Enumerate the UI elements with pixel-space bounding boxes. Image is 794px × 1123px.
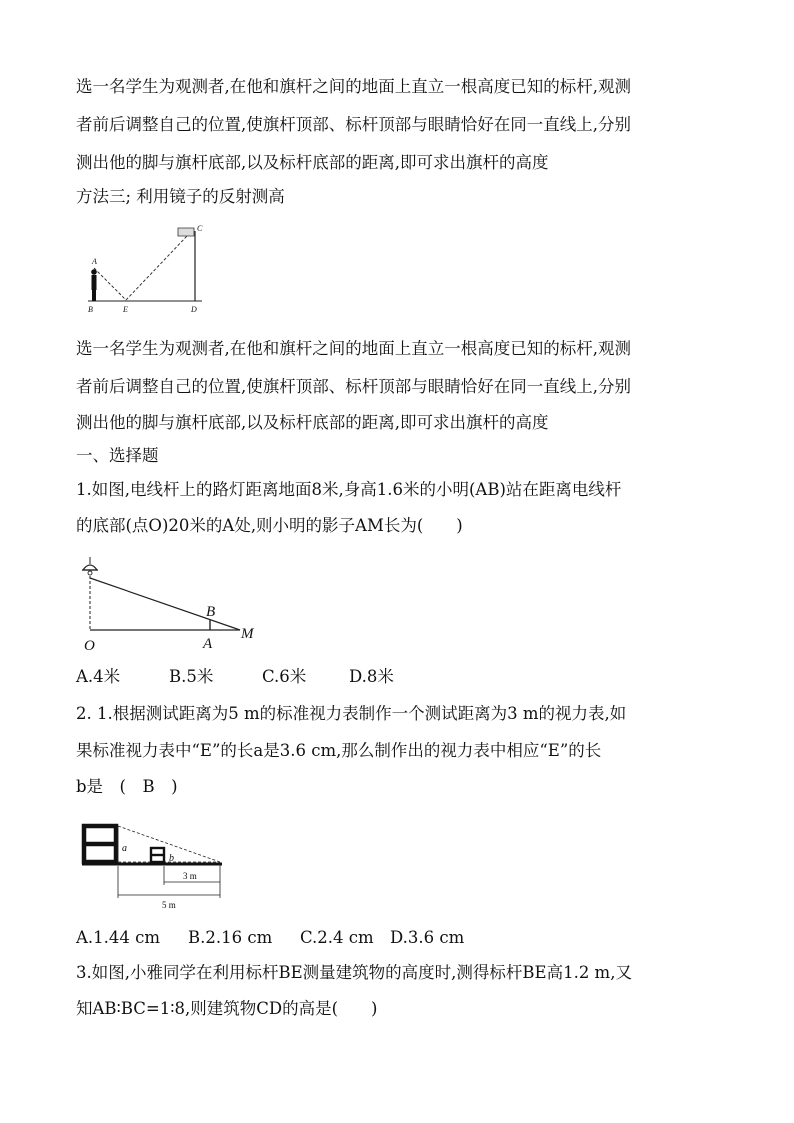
fig3-label-b: b (169, 853, 174, 864)
q1-option-a[interactable]: A.4米 (76, 667, 121, 686)
question-3-line-2: 知AB∶BC=1∶8,则建筑物CD的高是( ) (76, 999, 378, 1018)
fig3-label-a: a (122, 843, 127, 854)
q2-option-b[interactable]: B.2.16 cm (188, 928, 273, 947)
paragraph-2-line-2: 者前后调整自己的位置,使旗杆顶部、标杆顶部与眼睛恰好在同一直线上,分别 (76, 377, 631, 396)
fig1-label-b: B (88, 305, 93, 314)
fig1-label-d: D (191, 305, 197, 314)
question-3-line-1: 3.如图,小雅同学在利用标杆BE测量建筑物的高度时,测得标杆BE高1.2 m,又 (76, 963, 632, 982)
mirror-reflection-figure (82, 220, 212, 320)
fig3-label-3m: 3 m (183, 871, 197, 881)
fig2-label-b: B (206, 604, 216, 620)
paragraph-2-line-3: 测出他的脚与旗杆底部,以及标杆底部的距离,即可求出旗杆的高度 (76, 413, 549, 432)
fig2-label-m: M (241, 626, 254, 642)
fig2-label-a: A (203, 636, 213, 652)
method-three-heading: 方法三; 利用镜子的反射测高 (76, 187, 285, 206)
paragraph-1-line-2: 者前后调整自己的位置,使旗杆顶部、标杆顶部与眼睛恰好在同一直线上,分别 (76, 115, 631, 134)
question-1-line-2: 的底部(点O)20米的A处,则小明的影子AM长为( ) (76, 516, 463, 535)
question-2-line-1: 2. 1.根据测试距离为5 m的标准视力表制作一个测试距离为3 m的视力表,如 (76, 704, 627, 723)
question-1-line-1: 1.如图,电线杆上的路灯距离地面8米,身高1.6米的小明(AB)站在距离电线杆 (76, 480, 622, 499)
fig1-label-a: A (92, 257, 97, 266)
section-heading: 一、选择题 (76, 446, 159, 465)
q2-option-a[interactable]: A.1.44 cm (76, 928, 161, 947)
fig3-label-5m: 5 m (162, 900, 176, 910)
fig1-label-c: C (197, 224, 203, 233)
paragraph-1-line-3: 测出他的脚与旗杆底部,以及标杆底部的距离,即可求出旗杆的高度 (76, 153, 549, 172)
fig2-label-o: O (84, 638, 95, 654)
fig1-label-e: E (123, 305, 128, 314)
q2-option-c[interactable]: C.2.4 cm (300, 928, 374, 947)
question-1-options (76, 667, 394, 687)
question-2-line-3: b是 ( B ) (76, 777, 178, 796)
question-2-line-2: 果标准视力表中“E”的长a是3.6 cm,那么制作出的视力表中相应“E”的长 (76, 741, 602, 760)
question-2-options (76, 928, 464, 948)
paragraph-2-line-1: 选一名学生为观测者,在他和旗杆之间的地面上直立一根高度已知的标杆,观测 (76, 339, 631, 358)
paragraph-1-line-1: 选一名学生为观测者,在他和旗杆之间的地面上直立一根高度已知的标杆,观测 (76, 77, 631, 96)
q1-option-d[interactable]: D.8米 (349, 667, 394, 686)
eye-chart-figure (82, 822, 232, 912)
q1-option-b[interactable]: B.5米 (169, 667, 214, 686)
q2-option-d[interactable]: D.3.6 cm (390, 928, 465, 947)
q1-option-c[interactable]: C.6米 (262, 667, 307, 686)
lamp-shadow-figure (76, 556, 266, 656)
